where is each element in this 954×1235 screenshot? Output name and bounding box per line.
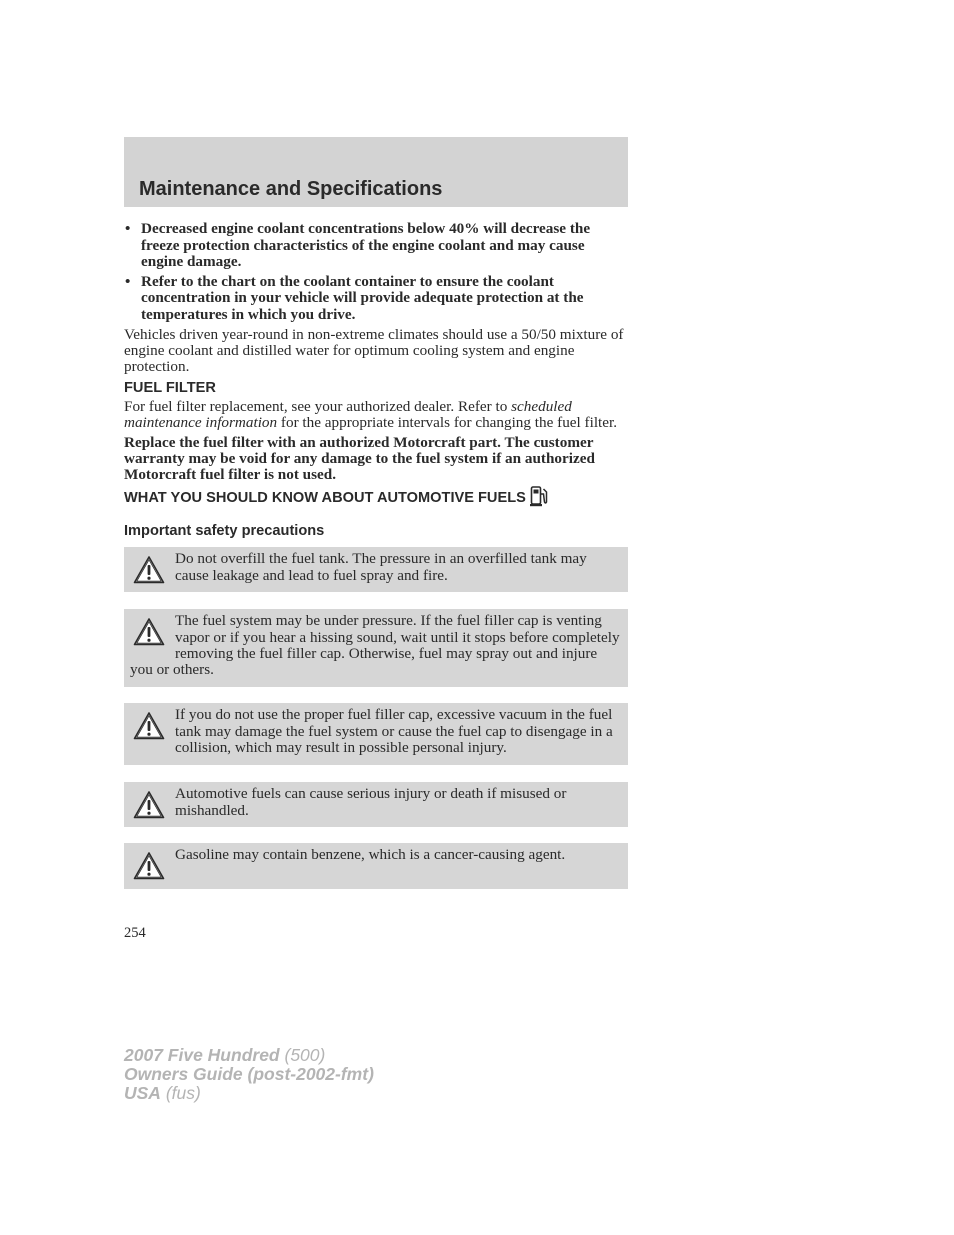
bullet-item: • Refer to the chart on the coolant container to ensure the coolant concentration in your vehicle will provide adequate protection at the temperatures in which you drive. — [125, 272, 584, 323]
warning-box — [124, 843, 628, 889]
footer-region-line: USA (fus) — [124, 1083, 201, 1103]
warning-box — [124, 703, 628, 765]
safety-precautions-heading: Important safety precautions — [124, 523, 325, 540]
section-title: Maintenance and Specifications — [139, 178, 443, 200]
warning-triangle-icon — [133, 617, 165, 647]
warning-box — [124, 609, 628, 687]
warning-text: Gasoline may contain benzene, which is a cancer-causing agent. — [175, 846, 566, 864]
fuel-pump-icon — [530, 485, 548, 507]
warning-box — [124, 782, 628, 827]
warning-triangle-icon — [133, 711, 165, 741]
warning-triangle-icon — [133, 851, 165, 881]
warning-text: If you do not use the proper fuel filler cap, excessive vacuum in the fuel tank may damage the fuel system or cause the fuel cap to disengage in a collision, which may result in possible personal injury. — [175, 706, 613, 756]
warning-text: The fuel system may be under pressure. If the fuel filler cap is venting vapor or if you hear a hissing sound, wait until it stops before completely removing the fuel filler cap. Otherwise, fuel may spray out and injure you or others. — [130, 612, 620, 679]
warning-box — [124, 547, 628, 592]
automotive-fuels-heading: WHAT YOU SHOULD KNOW ABOUT AUTOMOTIVE FUELS — [124, 487, 628, 509]
coolant-bullet-list — [124, 221, 628, 324]
page-number: 254 — [124, 925, 146, 941]
warning-text: Automotive fuels can cause serious injury or death if misused or mishandled. — [175, 785, 567, 819]
warning-triangle-icon — [133, 790, 165, 820]
warning-triangle-icon — [133, 555, 165, 585]
footer-guide-line: Owners Guide (post-2002-fmt) — [124, 1064, 374, 1084]
page-content — [124, 221, 628, 889]
fuel-filter-warranty-note: Replace the fuel filter with an authorized Motorcraft part. The customer warranty may be void for any damage to the fuel system if an authorized Motorcraft fuel filter is not used. — [124, 433, 595, 483]
bullet-item: • Decreased engine coolant concentrations below 40% will decrease the freeze protection characteristics of the engine coolant and may cause engine damage. — [125, 220, 591, 271]
scheduled-maintenance-reference: scheduled maintenance information — [124, 398, 572, 432]
fuel-filter-heading: FUEL FILTER — [124, 380, 216, 397]
warning-text: Do not overfill the fuel tank. The pressure in an overfilled tank may cause leakage and lead to fuel spray and fire. — [175, 550, 587, 584]
fuel-filter-paragraph: For fuel filter replacement, see your authorized dealer. Refer to scheduled maintenance information for the appropriate intervals for changing the fuel filter. — [124, 398, 618, 432]
coolant-paragraph: Vehicles driven year-round in non-extreme climates should use a 50/50 mixture of engine coolant and distilled water for optimum cooling system and engine protection. — [124, 325, 624, 375]
section-header-band — [124, 137, 628, 207]
document-footer — [124, 1046, 374, 1103]
footer-model-line: 2007 Five Hundred (500) — [124, 1045, 326, 1065]
